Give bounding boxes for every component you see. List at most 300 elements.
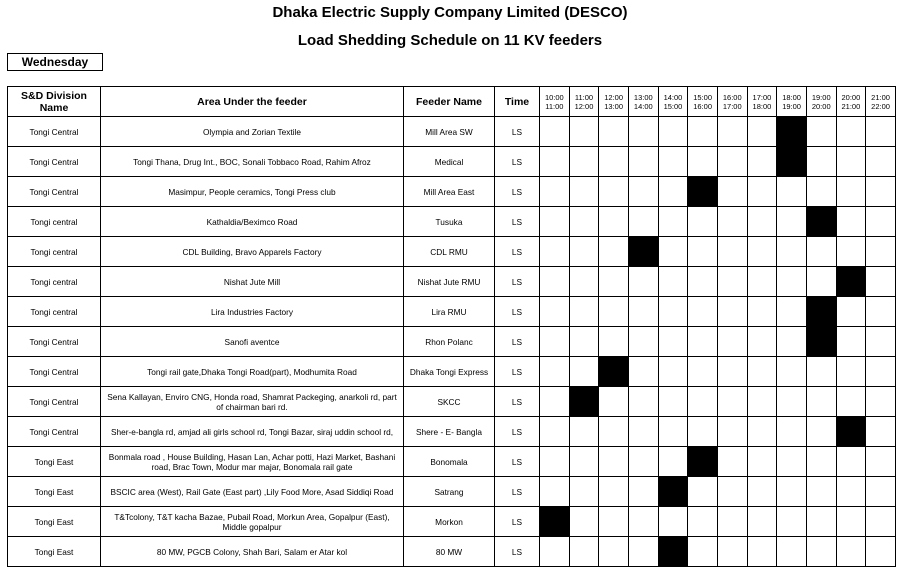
area-cell: Olympia and Zorian Textile: [101, 117, 404, 147]
time-cell: LS: [495, 417, 540, 447]
shedding-slot-empty: [747, 537, 777, 567]
shedding-slot-empty: [777, 297, 807, 327]
area-cell: Lira Industries Factory: [101, 297, 404, 327]
shedding-slot-empty: [717, 447, 747, 477]
shedding-slot-empty: [540, 387, 570, 417]
table-row: [8, 357, 896, 387]
area-cell: Nishat Jute Mill: [101, 267, 404, 297]
table-row: [8, 237, 896, 267]
division-cell: Tongi Central: [8, 117, 101, 147]
table-row: [8, 417, 896, 447]
shedding-slot-empty: [717, 177, 747, 207]
slot-end: 11:00: [545, 101, 564, 111]
shedding-slot-empty: [777, 447, 807, 477]
division-cell: Tongi Central: [8, 327, 101, 357]
shedding-slot-empty: [836, 297, 866, 327]
shedding-slot-empty: [540, 297, 570, 327]
shedding-slot-empty: [836, 177, 866, 207]
division-cell: Tongi Central: [8, 147, 101, 177]
shedding-slot-empty: [540, 207, 570, 237]
shedding-slot-empty: [540, 147, 570, 177]
slot-end: 20:00: [811, 101, 831, 111]
shedding-slot-empty: [806, 477, 836, 507]
area-cell: Bonmala road , House Building, Hasan Lan, Achar potti, Hazi Market, Bashani road, Brac Town, Modur mar majar, Bonomala rail gate: [101, 447, 404, 477]
time-cell: LS: [495, 357, 540, 387]
division-cell: Tongi Central: [8, 177, 101, 207]
slot-end: 21:00: [841, 101, 861, 111]
time-cell: LS: [495, 477, 540, 507]
shedding-slot-empty: [717, 117, 747, 147]
shedding-slot-empty: [777, 207, 807, 237]
shedding-slot-empty: [717, 387, 747, 417]
feeder-cell: Dhaka Tongi Express: [404, 357, 495, 387]
time-slot-header: [717, 87, 747, 117]
feeder-header: Feeder Name: [404, 87, 495, 117]
shedding-slot-empty: [747, 387, 777, 417]
table-row: [8, 177, 896, 207]
shedding-slot-empty: [717, 357, 747, 387]
shedding-slot-marked: [806, 327, 836, 357]
shedding-slot-empty: [836, 537, 866, 567]
division-cell: Tongi East: [8, 537, 101, 567]
shedding-slot-empty: [836, 447, 866, 477]
shedding-slot-empty: [569, 117, 599, 147]
shedding-slot-empty: [688, 147, 718, 177]
shedding-slot-empty: [569, 207, 599, 237]
slot-start: 11:00: [574, 92, 594, 102]
shedding-slot-empty: [866, 237, 896, 267]
shedding-slot-empty: [658, 297, 688, 327]
division-cell: Tongi central: [8, 207, 101, 237]
shedding-slot-empty: [836, 357, 866, 387]
shedding-slot-empty: [599, 237, 629, 267]
feeder-cell: Mill Area East: [404, 177, 495, 207]
slot-start: 18:00: [782, 92, 801, 102]
time-slot-header: [836, 87, 866, 117]
shedding-slot-empty: [806, 357, 836, 387]
shedding-slot-marked: [688, 447, 718, 477]
shedding-slot-empty: [717, 507, 747, 537]
schedule-subtitle: Load Shedding Schedule on 11 KV feeders: [297, 32, 603, 49]
shedding-slot-empty: [866, 147, 896, 177]
shedding-slot-empty: [658, 447, 688, 477]
shedding-slot-empty: [628, 297, 658, 327]
shedding-slot-empty: [569, 447, 599, 477]
shedding-slot-empty: [866, 417, 896, 447]
shedding-slot-empty: [599, 507, 629, 537]
company-title: Dhaka Electric Supply Company Limited (DESCO): [272, 4, 628, 21]
time-cell: LS: [495, 447, 540, 477]
time-header: Time: [495, 87, 540, 117]
slot-end: 16:00: [693, 101, 712, 111]
shedding-slot-empty: [836, 147, 866, 177]
feeder-cell: Mill Area SW: [404, 117, 495, 147]
shedding-slot-empty: [747, 177, 777, 207]
shedding-slot-marked: [836, 267, 866, 297]
shedding-slot-empty: [717, 267, 747, 297]
division-cell: Tongi central: [8, 237, 101, 267]
slot-end: 22:00: [871, 101, 890, 111]
time-cell: LS: [495, 297, 540, 327]
shedding-slot-empty: [628, 147, 658, 177]
feeder-cell: Tusuka: [404, 207, 495, 237]
slot-start: 15:00: [693, 92, 712, 102]
area-cell: Tongi Thana, Drug Int., BOC, Sonali Tobbaco Road, Rahim Afroz: [101, 147, 404, 177]
shedding-slot-empty: [658, 417, 688, 447]
shedding-slot-empty: [806, 237, 836, 267]
slot-start: 19:00: [811, 92, 831, 102]
slot-end: 15:00: [663, 101, 683, 111]
shedding-slot-empty: [866, 117, 896, 147]
shedding-slot-empty: [628, 267, 658, 297]
shedding-slot-empty: [658, 327, 688, 357]
shedding-slot-empty: [540, 537, 570, 567]
table-row: [8, 207, 896, 237]
shedding-slot-empty: [866, 327, 896, 357]
shedding-slot-empty: [628, 507, 658, 537]
time-cell: LS: [495, 387, 540, 417]
shedding-slot-empty: [658, 207, 688, 237]
shedding-slot-empty: [866, 267, 896, 297]
table-header-row: [8, 87, 896, 117]
feeder-cell: Lira RMU: [404, 297, 495, 327]
shedding-slot-empty: [599, 117, 629, 147]
shedding-slot-empty: [658, 357, 688, 387]
time-cell: LS: [495, 237, 540, 267]
shedding-slot-empty: [866, 447, 896, 477]
feeder-cell: Nishat Jute RMU: [404, 267, 495, 297]
table-row: [8, 327, 896, 357]
feeder-cell: Satrang: [404, 477, 495, 507]
shedding-slot-empty: [806, 387, 836, 417]
shedding-slot-empty: [688, 207, 718, 237]
area-cell: BSCIC area (West), Rail Gate (East part) ,Lily Food More, Asad Siddiqi Road: [101, 477, 404, 507]
shedding-slot-empty: [747, 447, 777, 477]
shedding-slot-marked: [569, 387, 599, 417]
table-row: [8, 387, 896, 417]
area-cell: Tongi rail gate,Dhaka Tongi Road(part), Modhumita Road: [101, 357, 404, 387]
area-cell: CDL Building, Bravo Apparels Factory: [101, 237, 404, 267]
slot-end: 19:00: [782, 101, 801, 111]
shedding-slot-empty: [628, 387, 658, 417]
shedding-slot-empty: [599, 477, 629, 507]
shedding-slot-empty: [569, 297, 599, 327]
division-cell: Tongi Central: [8, 417, 101, 447]
time-slot-header: [628, 87, 658, 117]
shedding-slot-empty: [658, 177, 688, 207]
time-cell: LS: [495, 147, 540, 177]
shedding-slot-marked: [599, 357, 629, 387]
slot-start: 13:00: [633, 92, 653, 102]
time-slot-header: [569, 87, 599, 117]
shedding-slot-empty: [747, 417, 777, 447]
slot-end: 12:00: [574, 101, 594, 111]
division-cell: Tongi East: [8, 477, 101, 507]
shedding-slot-empty: [658, 387, 688, 417]
time-slot-header: [540, 87, 570, 117]
shedding-slot-marked: [806, 207, 836, 237]
feeder-cell: Rhon Polanc: [404, 327, 495, 357]
shedding-slot-empty: [866, 297, 896, 327]
slot-start: 21:00: [871, 92, 890, 102]
shedding-slot-empty: [806, 417, 836, 447]
table-row: [8, 297, 896, 327]
shedding-slot-empty: [599, 327, 629, 357]
shedding-slot-empty: [599, 297, 629, 327]
shedding-slot-empty: [866, 507, 896, 537]
shedding-slot-empty: [688, 117, 718, 147]
shedding-slot-empty: [658, 147, 688, 177]
table-row: [8, 447, 896, 477]
shedding-slot-empty: [688, 327, 718, 357]
shedding-slot-empty: [836, 507, 866, 537]
shedding-slot-empty: [688, 267, 718, 297]
shedding-slot-empty: [717, 537, 747, 567]
shedding-slot-empty: [540, 327, 570, 357]
shedding-slot-empty: [806, 267, 836, 297]
shedding-slot-empty: [628, 357, 658, 387]
slot-start: 10:00: [544, 92, 564, 102]
division-header: S&D Division Name: [8, 87, 101, 117]
shedding-slot-empty: [599, 207, 629, 237]
shedding-slot-empty: [747, 507, 777, 537]
time-cell: LS: [495, 507, 540, 537]
shedding-slot-empty: [836, 387, 866, 417]
time-cell: LS: [495, 327, 540, 357]
shedding-slot-empty: [866, 207, 896, 237]
shedding-slot-empty: [688, 537, 718, 567]
shedding-slot-empty: [777, 537, 807, 567]
shedding-slot-empty: [540, 267, 570, 297]
shedding-slot-empty: [717, 477, 747, 507]
shedding-slot-empty: [836, 237, 866, 267]
shedding-slot-empty: [777, 327, 807, 357]
division-cell: Tongi Central: [8, 387, 101, 417]
time-slot-header: [806, 87, 836, 117]
shedding-slot-empty: [866, 357, 896, 387]
shedding-slot-empty: [628, 117, 658, 147]
shedding-slot-empty: [747, 357, 777, 387]
shedding-slot-empty: [540, 417, 570, 447]
feeder-cell: Morkon: [404, 507, 495, 537]
slot-start: 12:00: [604, 92, 624, 102]
feeder-cell: Medical: [404, 147, 495, 177]
shedding-slot-empty: [747, 297, 777, 327]
area-header: Area Under the feeder: [101, 87, 404, 117]
shedding-slot-empty: [540, 447, 570, 477]
division-cell: Tongi East: [8, 507, 101, 537]
shedding-slot-empty: [688, 477, 718, 507]
slot-end: 13:00: [604, 101, 624, 111]
shedding-slot-empty: [717, 327, 747, 357]
shedding-slot-empty: [836, 477, 866, 507]
shedding-slot-empty: [747, 147, 777, 177]
shedding-slot-empty: [866, 537, 896, 567]
table-row: [8, 117, 896, 147]
shedding-slot-empty: [569, 417, 599, 447]
shedding-slot-empty: [658, 507, 688, 537]
shedding-slot-empty: [599, 147, 629, 177]
time-cell: LS: [495, 117, 540, 147]
shedding-slot-empty: [540, 177, 570, 207]
shedding-slot-marked: [806, 297, 836, 327]
shedding-slot-marked: [658, 537, 688, 567]
shedding-slot-empty: [599, 447, 629, 477]
shedding-slot-empty: [836, 327, 866, 357]
shedding-slot-empty: [806, 147, 836, 177]
shedding-slot-empty: [599, 387, 629, 417]
shedding-slot-empty: [688, 417, 718, 447]
shedding-slot-empty: [628, 327, 658, 357]
shedding-slot-empty: [717, 417, 747, 447]
time-cell: LS: [495, 207, 540, 237]
shedding-slot-empty: [658, 117, 688, 147]
shedding-slot-empty: [836, 207, 866, 237]
shedding-slot-empty: [628, 447, 658, 477]
shedding-slot-empty: [569, 507, 599, 537]
shedding-slot-empty: [628, 177, 658, 207]
time-slot-header: [658, 87, 688, 117]
area-cell: Sena Kallayan, Enviro CNG, Honda road, Shamrat Packeging, anarkoli rd, part of chairman bari rd.: [101, 387, 404, 417]
shedding-slot-empty: [688, 357, 718, 387]
division-cell: Tongi Central: [8, 357, 101, 387]
time-slot-header: [747, 87, 777, 117]
shedding-slot-empty: [569, 327, 599, 357]
slot-start: 17:00: [752, 92, 772, 102]
table-row: [8, 477, 896, 507]
shedding-slot-empty: [806, 447, 836, 477]
feeder-cell: Bonomala: [404, 447, 495, 477]
area-cell: T&Tcolony, T&T kacha Bazae, Pubail Road, Morkun Area, Gopalpur (East), Middle gopalpur: [101, 507, 404, 537]
shedding-slot-empty: [777, 237, 807, 267]
shedding-slot-empty: [599, 417, 629, 447]
shedding-slot-empty: [599, 177, 629, 207]
shedding-slot-empty: [747, 207, 777, 237]
shedding-slot-empty: [806, 537, 836, 567]
shedding-slot-empty: [569, 237, 599, 267]
shedding-slot-empty: [777, 507, 807, 537]
shedding-slot-empty: [866, 477, 896, 507]
shedding-slot-empty: [540, 357, 570, 387]
division-cell: Tongi East: [8, 447, 101, 477]
feeder-cell: SKCC: [404, 387, 495, 417]
load-shedding-table: [7, 86, 896, 567]
shedding-slot-empty: [717, 207, 747, 237]
shedding-slot-empty: [628, 207, 658, 237]
shedding-slot-empty: [628, 537, 658, 567]
shedding-slot-empty: [717, 237, 747, 267]
table-row: [8, 507, 896, 537]
shedding-slot-empty: [658, 237, 688, 267]
shedding-slot-empty: [628, 477, 658, 507]
shedding-slot-marked: [688, 177, 718, 207]
time-cell: LS: [495, 177, 540, 207]
slot-start: 16:00: [722, 92, 742, 102]
slot-end: 14:00: [633, 101, 653, 111]
time-slot-header: [688, 87, 718, 117]
shedding-slot-empty: [747, 117, 777, 147]
shedding-slot-empty: [777, 477, 807, 507]
shedding-slot-empty: [569, 147, 599, 177]
table-row: [8, 147, 896, 177]
shedding-slot-empty: [688, 387, 718, 417]
time-slot-header: [866, 87, 896, 117]
time-slot-header: [599, 87, 629, 117]
shedding-slot-empty: [688, 507, 718, 537]
shedding-slot-empty: [599, 267, 629, 297]
day-label: Wednesday: [7, 53, 103, 71]
shedding-slot-empty: [866, 177, 896, 207]
shedding-slot-empty: [688, 237, 718, 267]
shedding-slot-empty: [569, 177, 599, 207]
shedding-slot-empty: [569, 267, 599, 297]
shedding-slot-empty: [777, 357, 807, 387]
shedding-slot-empty: [836, 117, 866, 147]
shedding-slot-empty: [540, 237, 570, 267]
shedding-slot-empty: [658, 267, 688, 297]
area-cell: Sanofi aventce: [101, 327, 404, 357]
shedding-slot-empty: [569, 477, 599, 507]
area-cell: Masimpur, People ceramics, Tongi Press club: [101, 177, 404, 207]
division-cell: Tongi central: [8, 267, 101, 297]
table-row: [8, 267, 896, 297]
shedding-slot-empty: [777, 177, 807, 207]
shedding-slot-empty: [777, 417, 807, 447]
area-cell: Sher-e-bangla rd, amjad ali girls school rd, Tongi Bazar, siraj uddin school rd,: [101, 417, 404, 447]
shedding-slot-marked: [540, 507, 570, 537]
shedding-slot-empty: [599, 537, 629, 567]
table-row: [8, 537, 896, 567]
slot-end: 17:00: [722, 101, 742, 111]
feeder-cell: Shere - E- Bangla: [404, 417, 495, 447]
shedding-slot-marked: [628, 237, 658, 267]
shedding-slot-empty: [747, 237, 777, 267]
shedding-slot-empty: [806, 177, 836, 207]
shedding-slot-marked: [777, 117, 807, 147]
area-cell: Kathaldia/Beximco Road: [101, 207, 404, 237]
shedding-slot-empty: [569, 357, 599, 387]
shedding-slot-empty: [747, 327, 777, 357]
feeder-cell: CDL RMU: [404, 237, 495, 267]
shedding-slot-empty: [688, 297, 718, 327]
shedding-slot-empty: [747, 267, 777, 297]
time-cell: LS: [495, 267, 540, 297]
shedding-slot-marked: [658, 477, 688, 507]
shedding-slot-marked: [836, 417, 866, 447]
shedding-slot-empty: [540, 477, 570, 507]
shedding-slot-empty: [628, 417, 658, 447]
shedding-slot-empty: [569, 537, 599, 567]
shedding-slot-empty: [866, 387, 896, 417]
time-slot-header: [777, 87, 807, 117]
shedding-slot-empty: [777, 387, 807, 417]
shedding-slot-empty: [540, 117, 570, 147]
slot-start: 20:00: [841, 92, 861, 102]
shedding-slot-marked: [777, 147, 807, 177]
slot-start: 14:00: [663, 92, 683, 102]
shedding-slot-empty: [747, 477, 777, 507]
time-cell: LS: [495, 537, 540, 567]
division-cell: Tongi central: [8, 297, 101, 327]
shedding-slot-empty: [806, 507, 836, 537]
shedding-slot-empty: [717, 297, 747, 327]
feeder-cell: 80 MW: [404, 537, 495, 567]
shedding-slot-empty: [806, 117, 836, 147]
shedding-slot-empty: [777, 267, 807, 297]
slot-end: 18:00: [752, 101, 772, 111]
shedding-slot-empty: [717, 147, 747, 177]
area-cell: 80 MW, PGCB Colony, Shah Bari, Salam er Atar kol: [101, 537, 404, 567]
